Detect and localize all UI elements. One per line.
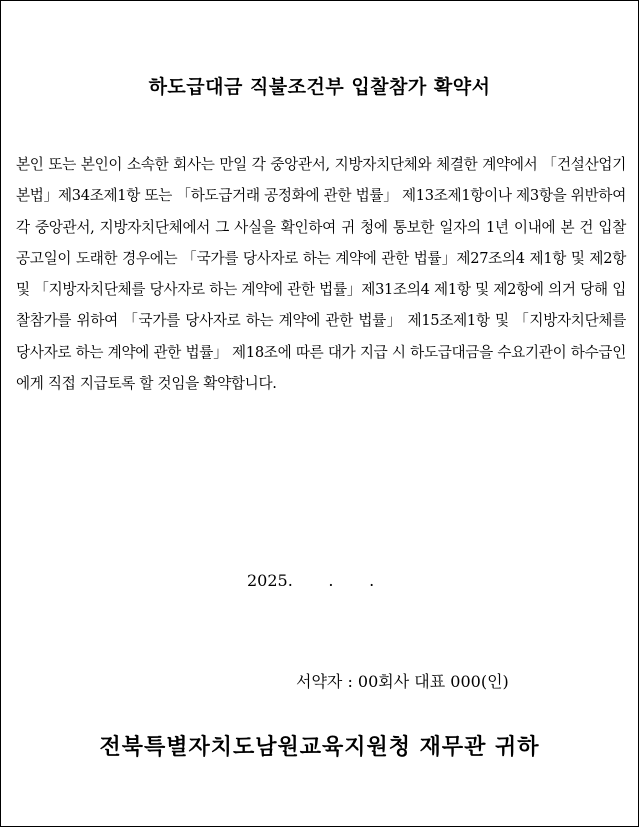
signer-line: 서약자 : 00회사 대표 000(인) <box>296 672 509 691</box>
pledge-date: 2025. . . <box>247 571 375 590</box>
pledge-body-text: 본인 또는 본인이 소속한 회사는 만일 각 중앙관서, 지방자치단체와 체결한 계약에서 「건설산업기본법」제34조제1항 또는 「하도급거래 공정화에 관한 법률」 제13조제1항이나 제3항을 위반하여 각 중앙관서, 지방자치단체에서 그 사실을 확인하여 귀 청에 통보한 일자의 1년 이내에 본 건 입찰공고일이 도래한 경우에는 「국가를 당사자로 하는 계약에 관한 법률」제27조의4 제1항 및 제2항 및 「지방자치단체를 당사자로 하는 계약에 관한 법률」제31조의4 제1항 및 제2항에 의거 당해 입찰참가를 위하여 「국가를 당사자로 하는 계약에 관한 법률」 제15조제1항 및 「지방자치단체를 당사자로 하는 계약에 관한 법률」 제18조에 따른 대가 지급 시 하도급대금을 수요기관이 하수급인에게 직접 지급토록 할 것임을 확약합니다. <box>16 156 626 393</box>
recipient-line: 전북특별자치도남원교육지원청 재무관 귀하 <box>99 734 540 760</box>
document-title: 하도급대금 직불조건부 입찰참가 확약서 <box>148 76 491 98</box>
